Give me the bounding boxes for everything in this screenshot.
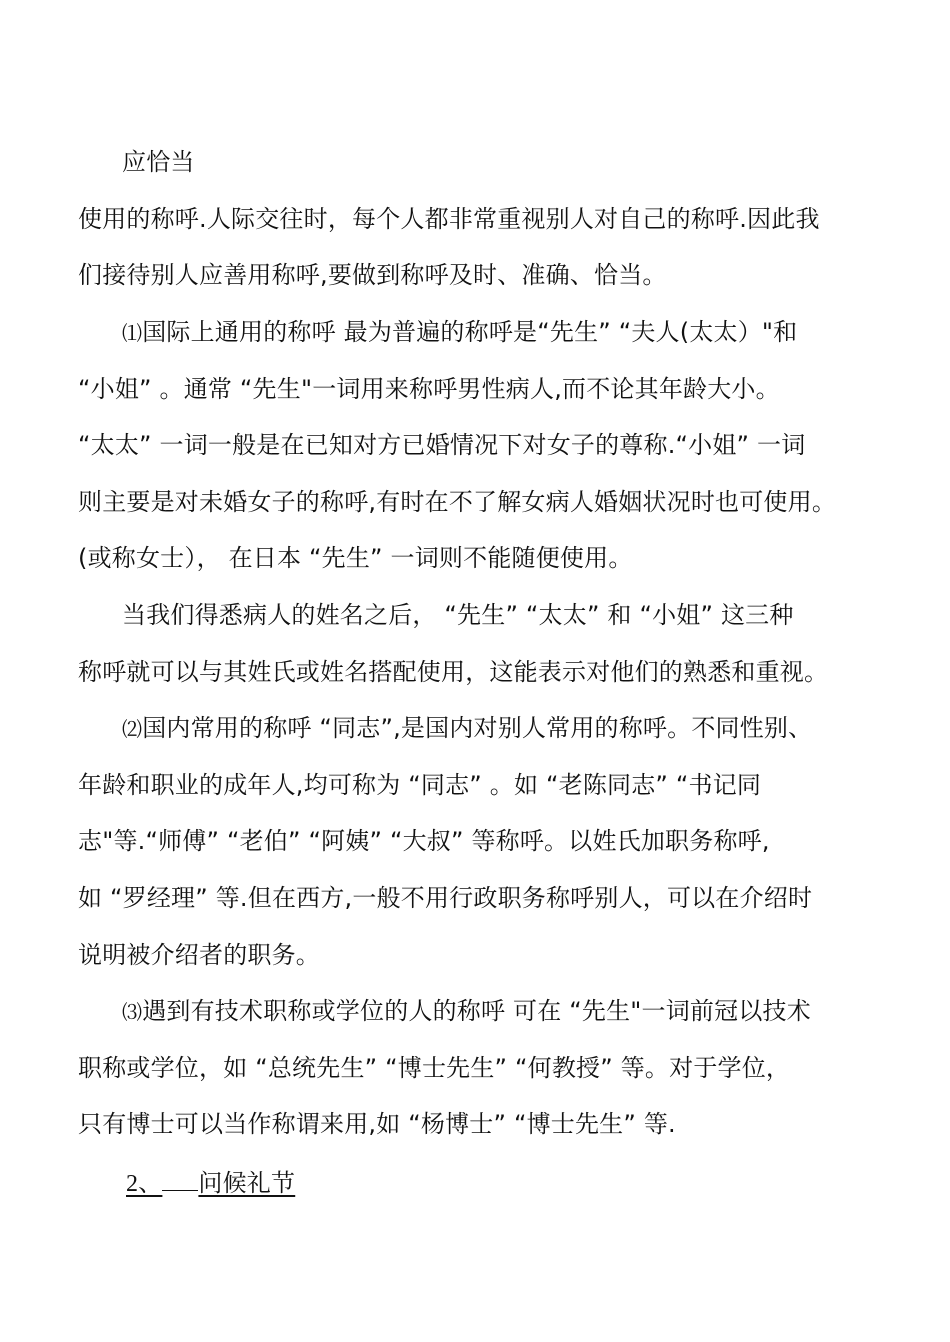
paragraph-line: (或称女士）， 在日本 “先生” 一词则不能随便使用。 [78, 544, 633, 572]
paragraph-line [122, 996, 811, 1027]
section-title: 问候礼节 [198, 1169, 296, 1197]
paragraph-text: 遇到有技术职称或学位的人的称呼 可在 “先生"一词前冠以技术 [142, 997, 811, 1025]
list-marker: ⑶ [122, 1000, 143, 1024]
paragraph-line [122, 713, 812, 744]
paragraph-line: 如 “罗经理” 等.但在西方,一般不用行政职务称呼别人，可以在介绍时 [78, 884, 813, 912]
paragraph-line: 称呼就可以与其姓氏或姓名搭配使用，这能表示对他们的熟悉和重视。 [78, 658, 829, 686]
paragraph-line: “小姐” 。通常 “先生"一词用来称呼男性病人,而不论其年龄大小。 [78, 375, 780, 403]
paragraph-line: 当我们得悉病人的姓名之后， “先生” “太太” 和 “小姐” 这三种 [122, 601, 794, 629]
paragraph-line: “太太” 一词一般是在已知对方已婚情况下对女子的尊称.“小姐” 一词 [78, 431, 806, 459]
paragraph-line: 只有博士可以当作称谓来用,如 “杨博士” “博士先生” 等. [78, 1110, 676, 1138]
list-marker: ⑵ [122, 717, 143, 741]
paragraph-line: 则主要是对未婚女子的称呼,有时在不了解女病人婚姻状况时也可使用。 [78, 488, 837, 516]
paragraph-line: 们接待别人应善用称呼,要做到称呼及时、准确、恰当。 [78, 261, 667, 289]
paragraph-line [122, 317, 797, 348]
section-number: 2、 [126, 1171, 163, 1197]
paragraph-line: 年龄和职业的成年人,均可称为 “同志” 。如 “老陈同志” “书记同 [78, 771, 762, 799]
paragraph-text: 国内常用的称呼 “同志”,是国内对别人常用的称呼。不同性别、 [142, 714, 813, 742]
list-marker: ⑴ [122, 321, 143, 345]
paragraph-line: 志"等.“师傅” “老伯” “阿姨” “大叔” 等称呼。以姓氏加职务称呼, [78, 827, 770, 855]
paragraph-line: 说明被介绍者的职务。 [78, 941, 320, 969]
heading-underline-gap [162, 1168, 198, 1191]
section-heading [126, 1168, 295, 1199]
paragraph-line: 使用的称呼.人际交往时，每个人都非常重视别人对自己的称呼.因此我 [78, 205, 820, 233]
paragraph-line: 应恰当 [122, 148, 195, 176]
paragraph-line: 职称或学位，如 “总统先生” “博士先生” “何教授” 等。对于学位， [78, 1054, 791, 1082]
paragraph-text: 国际上通用的称呼 最为普遍的称呼是“先生” “夫人(太太）"和 [142, 318, 798, 346]
